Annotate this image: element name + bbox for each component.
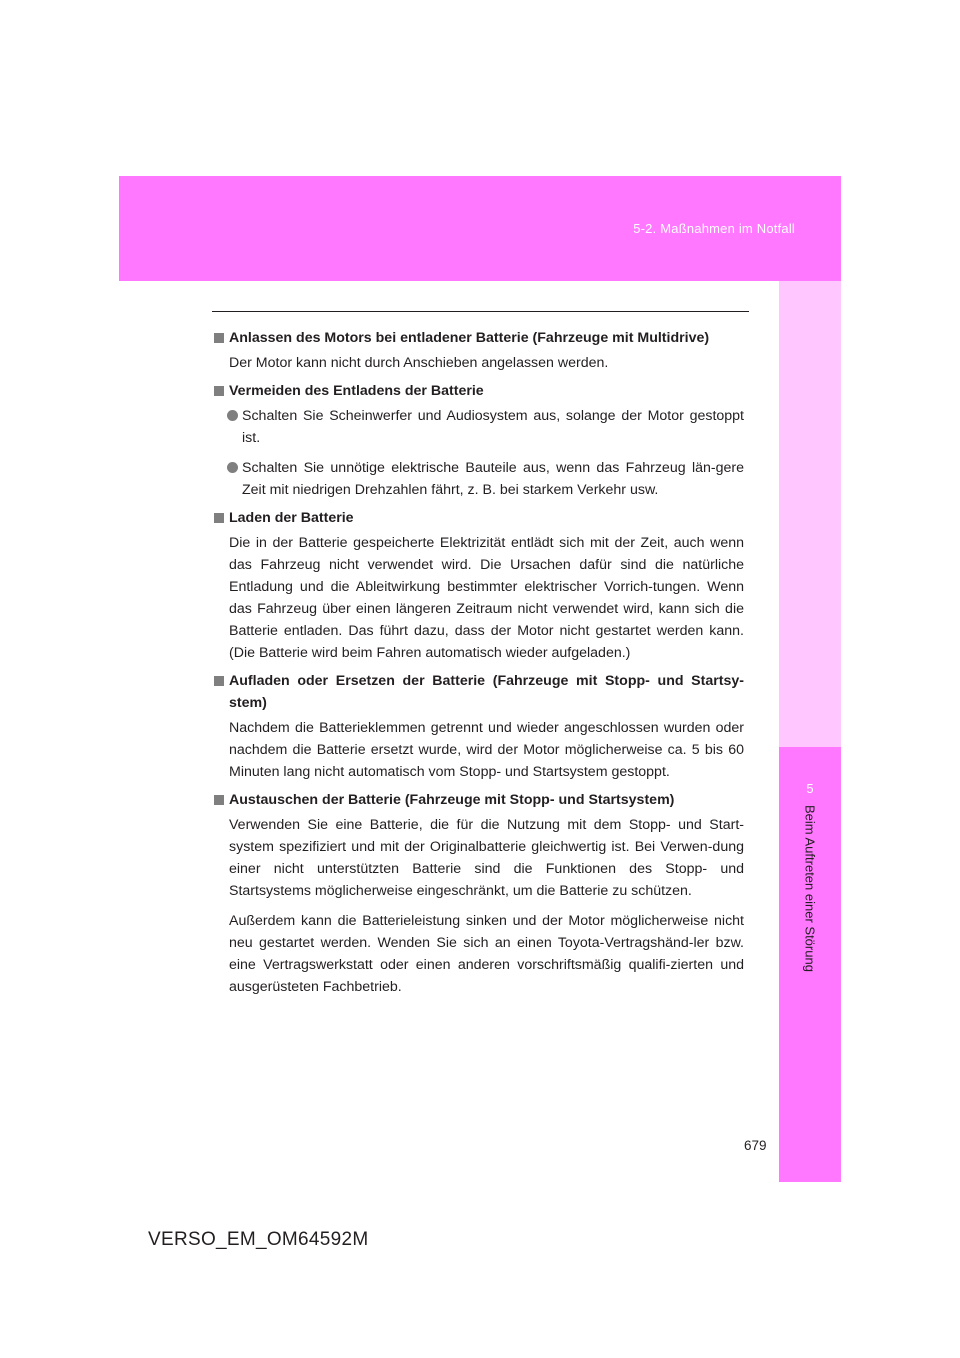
paragraph: Verwenden Sie eine Batterie, die für die Nutzung mit dem Stopp- und Start-system spezifiziert und mit der Originalbatterie gleichwertig ist. Bei Verwen-dung einer nicht unterstützten Batterie sind die Funktionen des Stopp- und Startsystems möglicherweise eingeschränkt, um die Batterie zu schützen.: [229, 817, 744, 899]
square-bullet-icon: [214, 795, 224, 805]
section-heading: [214, 327, 744, 349]
section-heading-text: Anlassen des Motors bei entladener Batterie (Fahrzeuge mit Multidrive): [229, 330, 710, 346]
square-bullet-icon: [214, 513, 224, 523]
document-code: VERSO_EM_OM64592M: [148, 1229, 369, 1250]
chapter-number: 5: [806, 781, 814, 796]
square-bullet-icon: [214, 386, 224, 396]
chapter-title: Beim Auftreten einer Störung: [802, 805, 818, 972]
chapter-header-band: [119, 176, 841, 281]
round-bullet-icon: [227, 462, 238, 473]
paragraph: Der Motor kann nicht durch Anschieben angelassen werden.: [229, 355, 609, 371]
paragraph: Außerdem kann die Batterieleistung sinken und der Motor möglicherweise nicht neu gestartet werden. Wenden Sie sich an einen Toyota-Vertragshänd-ler bzw. eine Vertragswerkstatt oder einen anderen vorschriftsmäßig qualifi-zierten und ausgerüsteten Fachbetrieb.: [229, 913, 744, 995]
list-item: [214, 405, 744, 449]
round-bullet-icon: [227, 410, 238, 421]
section-divider: [212, 311, 749, 312]
paragraph: Die in der Batterie gespeicherte Elektrizität entlädt sich mit der Zeit, auch wenn das Fahrzeug nicht verwendet wird. Die Ursachen dafür sind die natürliche Entladung und die Ableitwirkung bestimmter elektrischer Vorrich-tungen. Wenn das Fahrzeug über einen längeren Zeitraum nicht verwendet wird, kann sich die Batterie entladen. Das führt dazu, dass der Motor nicht gestartet werden kann. (Die Batterie wird beim Fahren automatisch wieder aufgeladen.): [229, 535, 744, 661]
paragraph: Nachdem die Batterieklemmen getrennt und wieder angeschlossen wurden oder nachdem die Batterie ersetzt wurde, wird der Motor möglicherweise ca. 5 bis 60 Minuten lang nicht automatisch vom Stopp- und Startsystem gestoppt.: [229, 720, 744, 780]
page-number: 679: [744, 1138, 767, 1153]
section-heading-text: Laden der Batterie: [229, 510, 354, 526]
section-heading-text: Aufladen oder Ersetzen der Batterie (Fahrzeuge mit Stopp- und Startsy-stem): [229, 673, 744, 711]
list-item-text: Schalten Sie Scheinwerfer und Audiosystem aus, solange der Motor gestoppt ist.: [242, 408, 744, 446]
section-heading: [214, 507, 744, 529]
section-heading: [214, 670, 744, 714]
list-item: [214, 457, 744, 501]
main-content: [214, 327, 744, 998]
square-bullet-icon: [214, 676, 224, 686]
square-bullet-icon: [214, 333, 224, 343]
section-heading-text: Austauschen der Batterie (Fahrzeuge mit Stopp- und Startsystem): [229, 792, 675, 808]
section-heading: [214, 789, 744, 811]
chapter-tab[interactable]: [779, 747, 841, 1182]
section-title: 5-2. Maßnahmen im Notfall: [633, 221, 795, 236]
section-heading-text: Vermeiden des Entladens der Batterie: [229, 383, 484, 399]
section-heading: [214, 380, 744, 402]
list-item-text: Schalten Sie unnötige elektrische Bauteile aus, wenn das Fahrzeug län-gere Zeit mit niedrigen Drehzahlen fährt, z. B. bei starkem Verkehr usw.: [242, 460, 744, 498]
